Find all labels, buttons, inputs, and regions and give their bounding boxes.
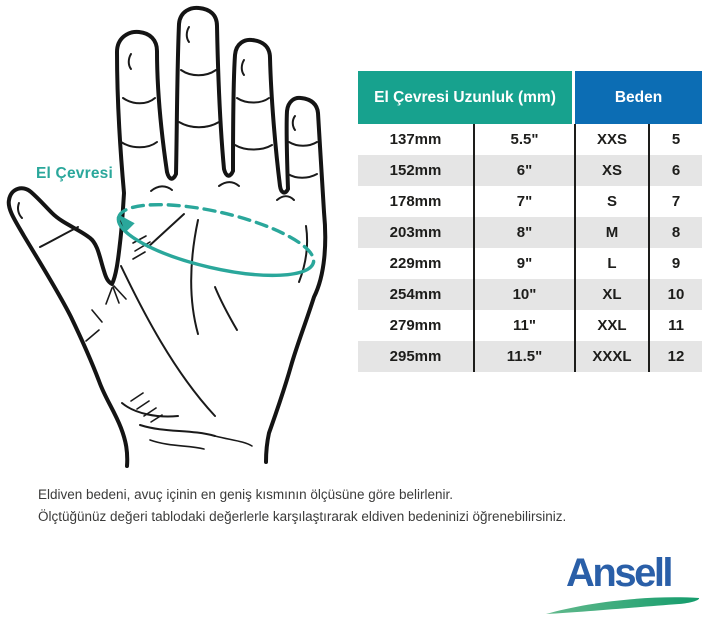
cell-inches: 9" — [473, 248, 574, 279]
cell-size-number: 8 — [648, 217, 702, 248]
table-row — [358, 279, 702, 310]
size-table — [358, 71, 702, 372]
hand-outline — [9, 8, 326, 466]
cell-size-number: 10 — [648, 279, 702, 310]
size-table-body — [358, 124, 702, 372]
cell-inches: 10" — [473, 279, 574, 310]
cell-inches: 11" — [473, 310, 574, 341]
ansell-logo — [543, 551, 703, 613]
cell-size-letter: S — [574, 186, 648, 217]
cell-inches: 11.5" — [473, 341, 574, 372]
cell-mm: 178mm — [389, 193, 442, 210]
table-row — [358, 310, 702, 341]
cell-mm: 295mm — [389, 348, 442, 365]
cell-inches: 5.5" — [473, 124, 574, 155]
footer-note-line2: Ölçtüğünüz değeri tablodaki değerlerle karşılaştırarak eldiven bedeninizi öğrenebilirsiniz. — [38, 508, 567, 524]
cell-mm: 254mm — [389, 286, 442, 303]
cell-mm: 137mm — [389, 131, 442, 148]
cell-size-letter: XS — [574, 155, 648, 186]
table-row — [358, 217, 702, 248]
header-size: Beden — [575, 71, 702, 124]
measurement-label: El Çevresi — [36, 165, 113, 182]
cell-size-number: 5 — [648, 124, 702, 155]
cell-mm: 203mm — [389, 224, 442, 241]
table-row — [358, 341, 702, 372]
cell-size-number: 9 — [648, 248, 702, 279]
cell-mm: 279mm — [389, 317, 442, 334]
table-row — [358, 186, 702, 217]
cell-size-letter: M — [574, 217, 648, 248]
cell-inches: 8" — [473, 217, 574, 248]
size-table-header — [358, 71, 702, 124]
cell-size-number: 6 — [648, 155, 702, 186]
cell-mm: 229mm — [389, 255, 442, 272]
cell-size-letter: XXXL — [574, 341, 648, 372]
cell-mm: 152mm — [389, 162, 442, 179]
table-row — [358, 124, 702, 155]
cell-size-number: 11 — [648, 310, 702, 341]
table-row — [358, 248, 702, 279]
cell-size-letter: XXS — [574, 124, 648, 155]
cell-size-number: 7 — [648, 186, 702, 217]
cell-size-letter: L — [574, 248, 648, 279]
table-row — [358, 155, 702, 186]
cell-size-letter: XL — [574, 279, 648, 310]
cell-inches: 6" — [473, 155, 574, 186]
cell-size-letter: XXL — [574, 310, 648, 341]
cell-inches: 7" — [473, 186, 574, 217]
footer-note-line1: Eldiven bedeni, avuç içinin en geniş kısmının ölçüsüne göre belirlenir. — [38, 487, 453, 502]
header-measurement: El Çevresi Uzunluk (mm) — [358, 71, 572, 124]
cell-size-number: 12 — [648, 341, 702, 372]
hand-illustration — [0, 0, 356, 480]
ansell-wordmark: Ansell — [566, 551, 672, 595]
ansell-swoosh-icon — [543, 593, 703, 619]
footer-note — [38, 484, 688, 527]
